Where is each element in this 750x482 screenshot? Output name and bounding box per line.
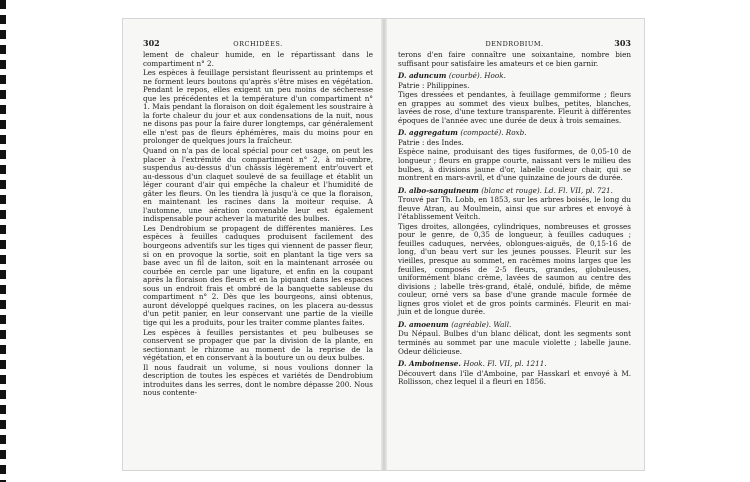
species-name: D. amoenum	[398, 319, 449, 329]
right-running-head: DENDROBIUM.	[485, 40, 544, 48]
species-name: D. Amboinense.	[398, 359, 461, 369]
right-page-header	[398, 39, 631, 51]
species-text: Découvert dans l'île d'Amboine, par Hasskarl et envoyé à M. Rollisson, chez lequel il a fleuri en 1856.	[398, 368, 631, 387]
species-text: Tiges dressées et pendantes, à feuillage gemmiforme ; fleurs en grappes au sommet des vieux bulbes, petites, blanches, lavées de rose, d'une texture transparente. Fleurit à différentes époques de l'année avec une durée de deux à trois semaines.	[398, 90, 631, 125]
left-page	[143, 39, 373, 399]
book-gutter	[381, 19, 387, 470]
species-text: Patrie : Philippines.	[398, 80, 470, 90]
species-note: (blanc et rouge). Ld. Fl. VII, pl. 721.	[481, 185, 613, 195]
species-text: Du Népaul. Bulbes d'un blanc délicat, dont les segments sont terminés au sommet par une macule violette ; labelle jaune. Odeur délicieuse.	[398, 329, 631, 356]
left-running-head: ORCHIDÉES.	[233, 40, 283, 48]
right-page-number: 303	[614, 38, 631, 48]
species-name: D. aggregatum	[398, 128, 458, 138]
left-paragraph: Les Dendrobium se propagent de différentes manières. Les espèces à feuilles caduques produisent facilement des bourgeons adventifs sur les tiges qui viennent de passer fleur, si on en provoque la sortie, soit en plantant la tige vers sa base avec un fil de laiton, soit en la maintenant arrosée ou courbée en cercle par une ligature, et enfin en la coupant après la floraison des fleurs et en la piquant dans les espaces sous un endroit frais et ombré de la banquette sableuse du compartiment n° 2. Dès que les bourgeons, ainsi obtenus, auront développé quelques racines, on les placera au-dessus d'un petit panier, en leur conservant une partie de la vieille tige qui les a produits, pour les traiter comme plantes faites.	[143, 223, 373, 327]
species-heading	[398, 360, 631, 369]
left-paragraph: Quand on n'a pas de local spécial pour cet usage, on peut les placer à l'extrémité du compartiment n° 2, à mi-ombre, suspendus au-dessus d'un châssis légèrement entr'ouvert et au-dessous d'un claquet soulevé de sa feuillage et établit un léger courant d'air qui empêche la chaleur et l'humidité de gâter les fleurs. On les tiendra là jusqu'à ce que la floraison, en maintenant les racines dans la moiteur requise. A l'automne, une aération convenable leur est également indispensable pour achever la maturité des bulbes.	[143, 146, 373, 224]
species-text: Trouvé par Th. Lobb, en 1853, sur les arbres boisés, le long du fleuve Atran, au Moulmein, ainsi que sur arbres et envoyé à l'établissement Veitch.	[398, 195, 631, 222]
species-note: (agréable). Wall.	[451, 319, 512, 329]
left-paragraph: lement de chaleur humide, en le répartissant dans le compartiment n° 2.	[143, 50, 373, 68]
left-page-header	[143, 39, 373, 51]
species-note: Hook. Fl. VII, pl. 1211.	[463, 359, 547, 369]
species-text: Patrie : des Indes.	[398, 137, 464, 147]
scan-edge-marks	[0, 0, 6, 482]
right-page	[398, 39, 631, 388]
species-name: D. aduncum	[398, 71, 447, 81]
species-note: (courbé). Hook.	[448, 71, 506, 81]
species-note: (compacté). Roxb.	[460, 128, 527, 138]
left-page-number: 302	[143, 38, 160, 48]
species-heading	[398, 72, 631, 81]
book-spread	[123, 19, 644, 470]
left-paragraph: Les espèces à feuilles persistantes et peu bulbeuses se conservent se propager que par la division de la plante, en sectionnant le rhizome au moment de la reprise de la végétation, et en conservant à la bouture un ou deux bulbes.	[143, 327, 373, 363]
species-heading	[398, 321, 631, 330]
species-heading	[398, 129, 631, 138]
left-paragraph: Il nous faudrait un volume, si nous voulions donner la description de toutes les espèces et variétés de Dendrobium introduites dans les serres, dont le nombre dépasse 200. Nous nous contente-	[143, 362, 373, 398]
right-intro: terons d'en faire connaître une soixantaine, nombre bien suffisant pour satisfaire les amateurs et ce bien garnir.	[398, 50, 631, 68]
species-text: Tiges droites, allongées, cylindriques, nombreuses et grosses pour le genre, de 0,35 de longueur, à feuilles caduques ; feuilles caduques, nervées, oblongues-aiguës, de 0,15-16 de long, d'un beau vert sur les jeunes pousses. Fleurit sur les vieilles, presque au sommet, en racèmes moins larges que les feuilles, composés de 2-5 fleurs, grandes, globuleuses, uniformément blanc crème, lavées de saumon au centre des divisions ; labelle très-grand, étalé, ondulé, bifide, de même couleur, orné vers sa base d'une grande macule formée de lignes gros violet et de gros points carminés. Fleurit en mai-juin et de longue durée.	[398, 221, 631, 317]
species-heading	[398, 187, 631, 196]
species-text: Espèce naine, produisant des tiges fusiformes, de 0,05-10 de longueur ; fleurs en grappe courte, naissant vers le milieu des bulbes, à divisions jaune d'or, labelle couleur chair, qui se montrent en mars-avril, et d'une quinzaine de jours de durée.	[398, 147, 631, 183]
left-paragraph: Les espèces à feuillage persistant fleurissent au printemps et ne forment leurs boutons qu'après s'être mises en végétation. Pendant le repos, elles exigent un peu moins de sécheresse que les précédentes et la température d'un compartiment n° 1. Mais pendant la floraison on doit également les soustraire à la forte chaleur du jour et aux condensations de la nuit, nous ne disons pas pour la faire durer longtemps, car généralement elle n'est pas de fleurs éphémères, mais du moins pour en prolonger de quelques jours la fraîcheur.	[143, 68, 373, 146]
species-name: D. albo-sanguineum	[398, 185, 479, 195]
